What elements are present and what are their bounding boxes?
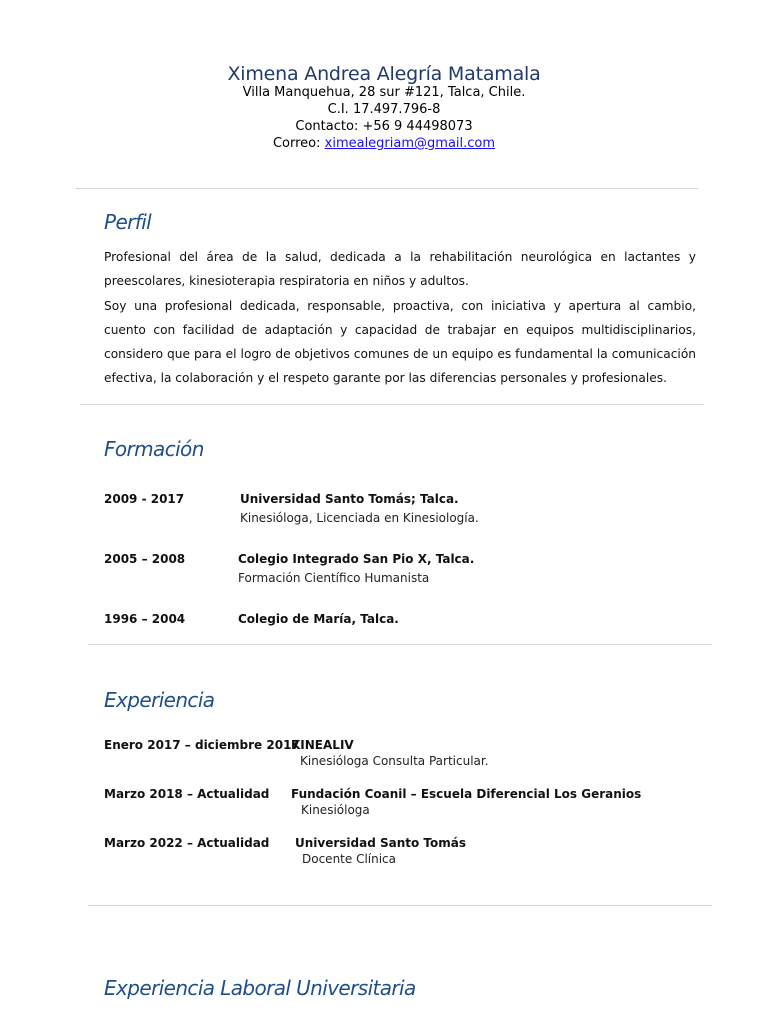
profile-paragraph-1: Profesional del área de la salud, dedicada a la rehabilitación neurológica en lactantes y preescolares, kinesioterapia respiratoria en niños y adultos. — [104, 250, 696, 289]
education-dates: 1996 – 2004 — [104, 612, 186, 626]
section-title-experience: Experiencia — [104, 688, 215, 712]
email-line — [0, 135, 768, 152]
contact-phone[interactable]: +56 9 44498073 — [362, 119, 473, 134]
experience-role: Docente Clínica — [302, 852, 397, 866]
contact-label: Contacto: — [295, 119, 363, 134]
divider — [80, 404, 704, 405]
experience-role: Kinesióloga — [301, 803, 370, 817]
cv-header — [0, 62, 768, 152]
education-detail: Formación Científico Humanista — [238, 571, 430, 585]
contact-line — [0, 118, 768, 135]
education-institution: Universidad Santo Tomás; Talca. — [240, 492, 459, 506]
email-label: Correo: — [272, 136, 325, 151]
experience-employer: KINEALIV — [291, 738, 354, 752]
divider — [88, 644, 712, 645]
education-dates: 2009 - 2017 — [104, 492, 185, 506]
section-title-university-experience: Experiencia Laboral Universitaria — [104, 976, 416, 1000]
address: Villa Manquehua, 28 sur #121, Talca, Chile. — [242, 85, 526, 100]
experience-role: Kinesióloga Consulta Particular. — [300, 754, 489, 768]
experience-dates: Marzo 2022 – Actualidad — [104, 836, 270, 850]
education-dates: 2005 – 2008 — [104, 552, 186, 566]
divider — [88, 905, 712, 906]
experience-employer: Universidad Santo Tomás — [295, 836, 467, 850]
profile-text — [104, 245, 696, 391]
education-institution: Colegio de María, Talca. — [238, 612, 399, 626]
education-institution: Colegio Integrado San Pio X, Talca. — [238, 552, 475, 566]
experience-dates: Marzo 2018 – Actualidad — [104, 787, 270, 801]
candidate-name: Ximena Andrea Alegría Matamala — [227, 63, 541, 85]
id-number: C.I. 17.497.796-8 — [327, 102, 441, 117]
email-link[interactable]: ximealegriam@gmail.com — [324, 136, 496, 151]
education-detail: Kinesióloga, Licenciada en Kinesiología. — [240, 511, 479, 525]
experience-dates: Enero 2017 – diciembre 2017 — [104, 738, 300, 752]
section-title-education: Formación — [104, 437, 204, 461]
divider — [76, 188, 698, 189]
experience-employer: Fundación Coanil – Escuela Diferencial Los Geranios — [291, 787, 642, 801]
section-title-profile: Perfil — [104, 210, 152, 234]
profile-paragraph-2: Soy una profesional dedicada, responsable, proactiva, con iniciativa y apertura al cambio, cuento con facilidad de adaptación y capacidad de trabajar en equipos multidisciplinarios, considero que para el logro de objetivos comunes de un equipo es fundamental la comunicación efectiva, la colaboración y el respeto garante por las diferencias personales y profesionales. — [104, 298, 696, 386]
